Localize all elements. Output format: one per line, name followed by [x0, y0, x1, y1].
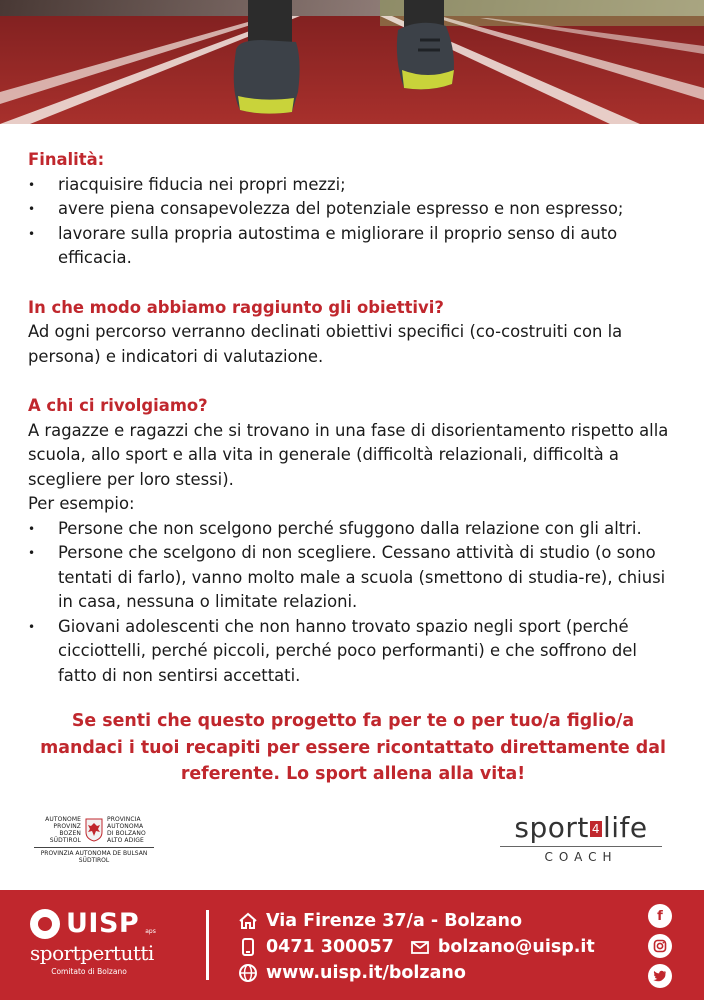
footer-divider: [206, 910, 209, 980]
uisp-name: UISP: [66, 908, 140, 939]
obiettivi-heading: In che modo abbiamo raggiunto gli obiettivi?: [28, 297, 444, 317]
main-content: [28, 148, 678, 688]
sport4life-logo: [496, 812, 666, 864]
finalita-list: [28, 173, 678, 271]
provincia-logo-lad: PROVINZIA AUTONOMA DE BULSAN SÜDTIROL: [34, 847, 154, 864]
instagram-icon[interactable]: [648, 934, 672, 958]
logo-coach: COACH: [544, 850, 618, 864]
finalita-heading: Finalità:: [28, 150, 105, 169]
running-track-photo: [0, 0, 704, 124]
list-item: • lavorare sulla propria autostima e migliorare il proprio senso di auto efficacia.: [28, 222, 678, 271]
list-item: • Persone che non scelgono perché sfuggono dalla relazione con gli altri.: [28, 517, 678, 542]
list-item: • avere piena consapevolezza del potenziale espresso e non espresso;: [28, 197, 678, 222]
email-link[interactable]: bolzano@uisp.it: [437, 937, 595, 957]
call-to-action: Se senti che questo progetto fa per te o per tuo/a figlio/a mandaci i tuoi recapiti per essere ricontattato direttamente dal referente. Lo sport allena alla vita!: [40, 711, 666, 784]
phone-number[interactable]: 0471 300057: [266, 937, 394, 957]
hero-photo: [0, 0, 704, 124]
uisp-logo: [30, 908, 180, 976]
logo-word-sport: sport: [514, 811, 589, 844]
logo-four: 4: [591, 822, 600, 836]
obiettivi-text: Ad ogni percorso verranno declinati obiettivi specifici (co-costruiti con la persona) e indicatori di valutazione.: [28, 322, 623, 366]
mail-icon: [410, 937, 430, 957]
contact-info: [238, 908, 595, 986]
list-item: • Giovani adolescenti che non hanno trovato spazio negli sport (perché cicciottelli, perché piccoli, perché poco performanti) e che soffrono del fatto di non sentirsi accettati.: [28, 615, 678, 689]
rivolgiamo-text: A ragazze e ragazzi che si trovano in una fase di disorientamento rispetto alla scuola, allo sport e alla vita in generale (difficoltà relazionali, difficoltà a scegliere per loro stessi).: [28, 420, 669, 489]
provincia-logo-it: PROVINCIA AUTONOMA DI BOLZANO ALTO ADIGE: [107, 816, 146, 844]
facebook-icon[interactable]: f: [648, 904, 672, 928]
globe-icon: [238, 963, 258, 983]
provincia-logo-de: AUTONOME PROVINZ BOZEN SÜDTIROL: [45, 816, 81, 844]
home-icon: [238, 911, 258, 931]
rivolgiamo-heading: A chi ci rivolgiamo?: [28, 396, 208, 415]
provincia-logo: [34, 816, 154, 864]
uisp-comitato: Comitato di Bolzano: [51, 967, 127, 976]
list-item: • riacquisire fiducia nei propri mezzi;: [28, 173, 678, 198]
uisp-slogan: sportpertutti: [30, 941, 154, 965]
address-text: Via Firenze 37/a - Bolzano: [266, 911, 523, 931]
eagle-shield-icon: [85, 818, 103, 842]
example-intro: Per esempio:: [28, 494, 135, 513]
list-item: • Persone che scelgono di non scegliere. Cessano attività di studio (o sono tentati di farlo), vanno molto male a scuola (smettono di studia-re), chiusi in casa, nessuna o limitate relazioni.: [28, 541, 678, 615]
uisp-aps: aps: [145, 928, 156, 935]
twitter-icon[interactable]: [648, 964, 672, 988]
footer: [0, 890, 704, 1000]
social-links: [648, 904, 674, 994]
uisp-emblem-icon: [30, 909, 60, 939]
logo-word-life: life: [602, 811, 648, 844]
phone-icon: [238, 937, 258, 957]
website-link[interactable]: www.uisp.it/bolzano: [266, 963, 466, 983]
rivolgiamo-list: [28, 517, 678, 689]
